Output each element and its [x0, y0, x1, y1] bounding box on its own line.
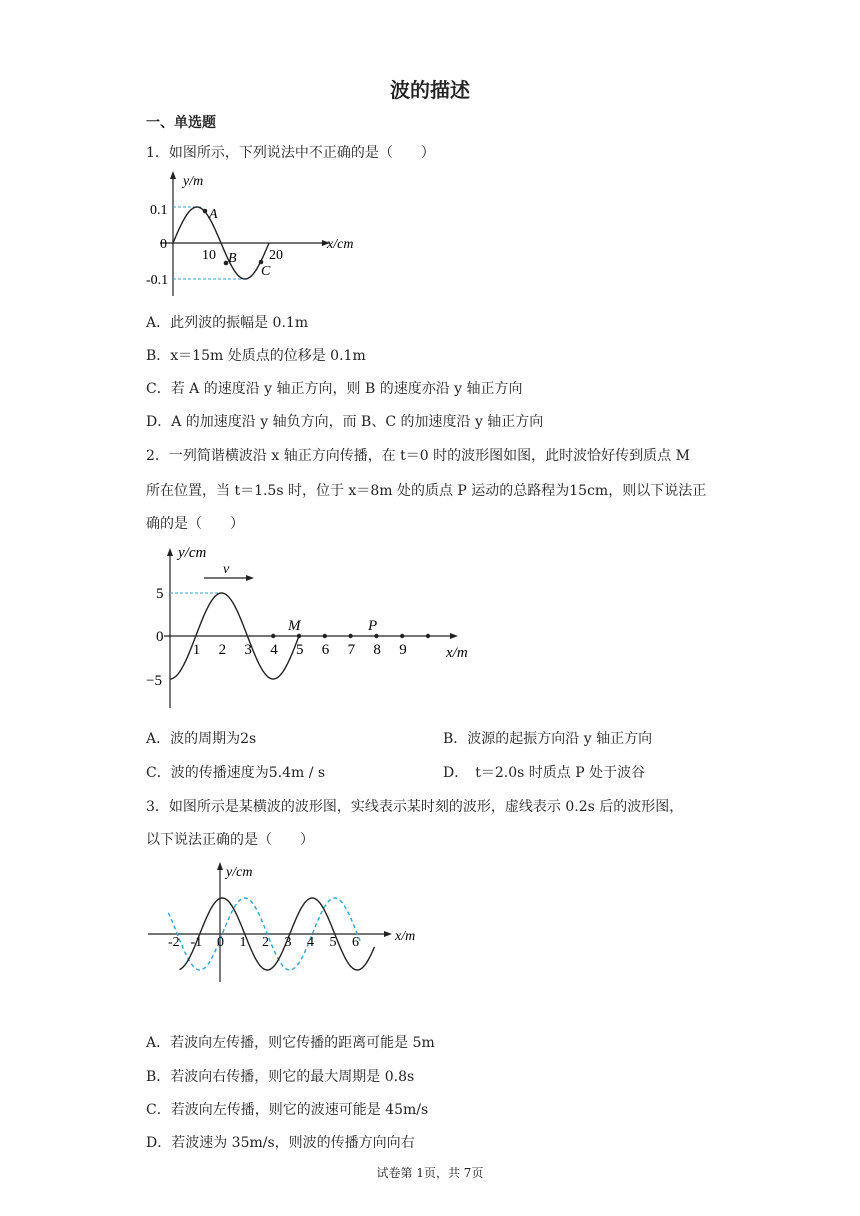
- q2-figure: [140, 536, 480, 716]
- q3-x-tick-label: -1: [190, 935, 203, 950]
- q2-y-top-label: 5: [156, 586, 164, 602]
- page-footer: 试卷第 1页，共 7页: [376, 1166, 484, 1180]
- q2-axis-point: [348, 634, 352, 638]
- q2-axis-point: [323, 634, 327, 638]
- q3-x-label: x/m: [395, 929, 416, 944]
- q2-y-zero-label: 0: [156, 629, 164, 645]
- q3-y-label: y/cm: [226, 865, 253, 880]
- q2-y-bottom-label: −5: [146, 673, 162, 689]
- q2-x-tick-label: 9: [399, 642, 407, 658]
- q1-option-a: A．此列波的振幅是 0.1m: [146, 315, 309, 331]
- q1-point-a: [203, 209, 208, 214]
- q2-x-tick-label: 4: [270, 642, 278, 658]
- q1-x-label: x/cm: [327, 237, 354, 252]
- q3-x-tick-label: 1: [239, 935, 247, 950]
- q1-option-b: B．x＝15m 处质点的位移是 0.1m: [146, 348, 366, 364]
- q3-x-ticks: [168, 935, 359, 950]
- q2-v-arrowhead: [246, 575, 254, 581]
- q2-x-tick-label: 5: [296, 642, 304, 658]
- q3-figure: [140, 856, 430, 986]
- q2-x-label: x/m: [446, 645, 468, 661]
- q2-x-tick-label: 2: [218, 642, 227, 658]
- q3-x-arrow: [384, 931, 392, 937]
- q2-stem-line2: 所在位置，当 t＝1.5s 时，位于 x＝8m 处的质点 P 运动的总路程为15cm，则以下说法正: [146, 483, 707, 499]
- q3-x-tick-label: 4: [307, 935, 314, 950]
- q1-point-c-label: C: [261, 264, 271, 279]
- q2-axis-points: [426, 634, 430, 638]
- q3-x-tick-label: 2: [262, 935, 269, 950]
- q3-stem-line2: 以下说法正确的是（ ）: [146, 832, 314, 848]
- q1-point-b-label: B: [228, 251, 237, 266]
- q3-x-tick-label: 3: [284, 935, 292, 950]
- q2-axis-point: [297, 634, 301, 638]
- q1-x-20-label: 20: [269, 248, 283, 263]
- section-heading: 一、单选题: [146, 115, 216, 131]
- q1-x-10-label: 10: [202, 248, 216, 263]
- q1-option-c: C．若 A 的速度沿 y 轴正方向，则 B 的速度亦沿 y 轴正方向: [146, 381, 523, 397]
- q2-axis-point: [426, 634, 430, 638]
- q2-y-label: y/cm: [178, 545, 207, 561]
- q2-x-tick-label: 6: [321, 642, 330, 658]
- q1-y-bottom-label: -0.1: [146, 273, 169, 288]
- q2-option-d: D． t＝2.0s 时质点 P 处于波谷: [443, 765, 646, 781]
- q2-x-tick-label: 1: [192, 642, 201, 658]
- q2-stem-line3: 确的是（ ）: [146, 516, 244, 532]
- q2-y-arrow: [167, 548, 173, 556]
- q1-y-arrow: [170, 171, 176, 179]
- q2-x-tick-label: 3: [244, 642, 252, 658]
- q1-point-a-label: A: [209, 207, 218, 222]
- q3-option-a: A．若波向左传播，则它传播的距离可能是 5m: [146, 1035, 435, 1051]
- q1-y-label: y/m: [183, 174, 204, 189]
- q2-v-label: v: [223, 562, 230, 577]
- q3-option-c: C．若波向左传播，则它的波速可能是 45m/s: [146, 1102, 429, 1118]
- q3-x-tick-label: 5: [329, 935, 337, 950]
- page-title: 波的描述: [390, 78, 470, 102]
- q3-option-b: B．若波向右传播，则它的最大周期是 0.8s: [146, 1069, 415, 1085]
- q1-figure: [140, 166, 380, 302]
- q2-x-arrow: [450, 633, 458, 639]
- q2-axis-point: [400, 634, 404, 638]
- q2-stem-line1: 2．一列简谐横波沿 x 轴正方向传播，在 t＝0 时的波形图如图，此时波恰好传到质点 M: [146, 448, 690, 464]
- q2-x-tick-label: 8: [373, 642, 381, 658]
- q2-option-a: A．波的周期为2s: [146, 731, 257, 747]
- q2-x-ticks: [193, 634, 407, 658]
- q3-y-arrow: [217, 862, 223, 870]
- q2-axis-point: [374, 634, 378, 638]
- q2-option-b: B．波源的起振方向沿 y 轴正方向: [443, 731, 653, 747]
- q2-option-c: C．波的传播速度为5.4m / s: [146, 765, 326, 781]
- q2-point-p-label: P: [368, 618, 378, 634]
- q1-y-zero-label: 0: [160, 237, 167, 252]
- q1-stem: 1．如图所示，下列说法中不正确的是（ ）: [146, 145, 435, 161]
- q1-y-top-label: 0.1: [150, 203, 168, 218]
- q3-option-d: D．若波速为 35m/s，则波的传播方向向右: [146, 1135, 415, 1151]
- q1-option-d: D．A 的加速度沿 y 轴负方向，而 B、C 的加速度沿 y 轴正方向: [146, 414, 544, 430]
- q2-axis-point: [271, 634, 275, 638]
- q3-x-tick-label: -2: [168, 935, 180, 950]
- q2-x-tick-label: 7: [347, 642, 356, 658]
- q3-x-tick-label: 0: [217, 935, 224, 950]
- q3-stem-line1: 3．如图所示是某横波的波形图，实线表示某时刻的波形，虚线表示 0.2s 后的波形图，: [146, 799, 684, 815]
- q3-x-tick-label: 6: [352, 935, 359, 950]
- q2-point-m-label: M: [288, 618, 301, 634]
